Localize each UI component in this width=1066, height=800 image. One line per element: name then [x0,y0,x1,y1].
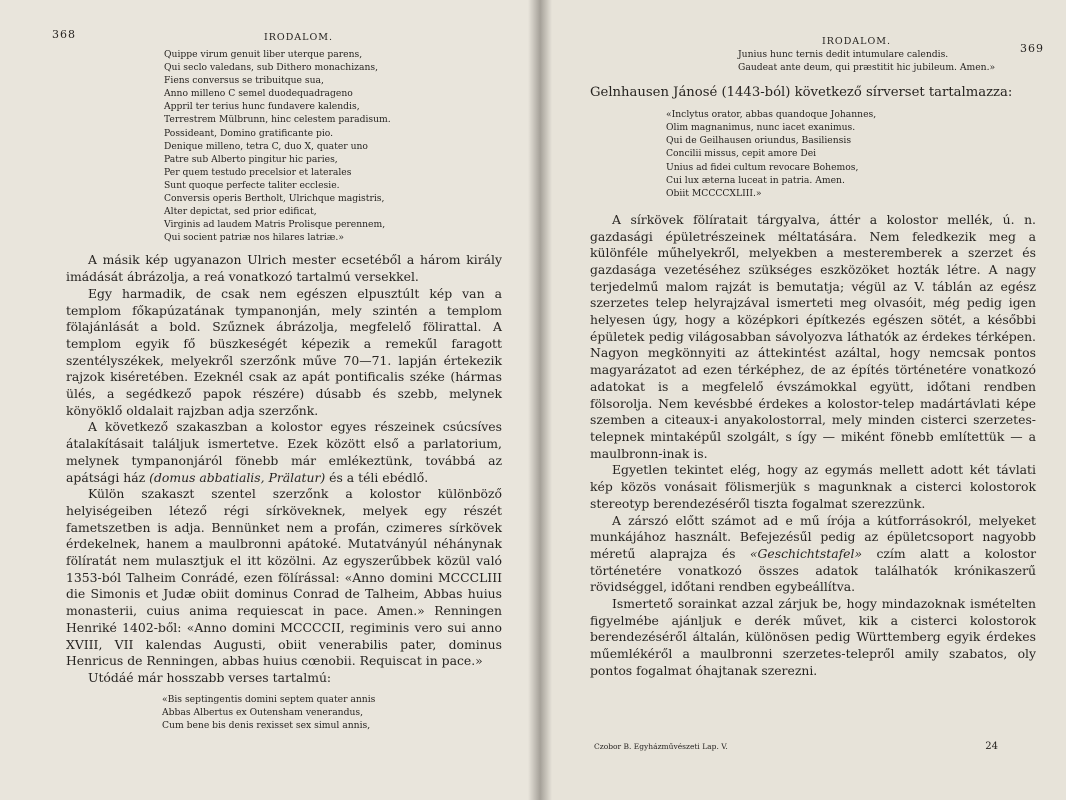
right-paragraph-3 [590,513,1036,597]
footer-signature: Czobor B. Egyházművészeti Lap. V. [594,742,728,751]
left-verse-block-2 [162,693,502,732]
left-verse-block-1 [164,48,502,244]
right-verse-continuation [738,48,1036,74]
verse-line: Conversis operis Bertholt, Ulrichque magistris, [164,193,385,205]
left-page-number: 368 [52,28,76,41]
left-body-text [66,252,502,686]
left-running-title: IRODALOM. [264,32,334,43]
left-paragraph-1: A másik kép ugyanazon Ulrich mester ecsetéből a három király imádását ábrázolja, a reá vonatkozó tartalmú versekkel. [66,252,502,285]
paragraph-text: és a téli ebédlő. [325,469,429,485]
verse-line: Denique milleno, tetra C, duo X, quater uno [164,140,368,152]
verse-line: Unius ad fidei cultum revocare Bohemos, [666,161,859,173]
left-paragraph-5: Utódáé már hosszabb verses tartalmú: [88,669,332,685]
verse-line: Appril ter terius hunc fundavere kalendis, [164,101,360,113]
verse-line: Gaudeat ante deum, qui præstitit hic jubileum. Amen.» [738,62,996,74]
verse-line: Virginis ad laudem Matris Prolisque perennem, [164,219,386,231]
right-page-number: 369 [1020,42,1044,55]
paragraph-text: A zárszó előtt számot ad e mű írója a kútforrásokról, melyeket munkájához használt. Befejezésűl pedig az épületcsoport nagyobb méretű alaprajza és [590,512,1036,561]
verse-line: Qui socient patriæ nos hilares latriæ.» [164,232,344,244]
right-paragraph-1: A sírkövek fölíratait tárgyalva, áttér a kolostor mellék, ú. n. gazdasági épületrészeinek méltatására. Nem feledkezik meg a különféle műhelyekről, melyekben a mesteremberek a szerzet és gazdasága vezetéséhez szükséges eszközöket hozták létre. A nagy terjedelmű malom rajzát is bemutatja; végül az V. táblán az egész szerzetes telep helyrajzával ismerteti meg olvasóit, még pedig igen helyesen úgy, hogy a középkori építkezés egészen sötét, a későbbi épületek pedig világosabban sávolyozva láthatók az érdekes térképen. Nagyon megkönnyiti az áttekintést azáltal, hogy nemcsak pontos magyarázatot ad ezen térképhez, de az építés történetére vonatkozó adatokat is a megfelelő évszámokkal együtt, időtani rendben fölsorolja. Nem kevésbbé érdekes a kolostor-telep madártávlati képe szemben a citeaux-i anyakolostorral, mely minden cisterci szerzetes-telepnek mintaképűl szolgált, s így — miként fönebb említettük — a maulbronn-inak is. [590,211,1036,461]
footer-leaf-number: 24 [985,741,998,752]
verse-line: Abbas Albertus ex Outensham venerandus, [162,706,364,718]
verse-line: «Bis septingentis domini septem quater annis [162,693,376,705]
verse-line: Cui lux æterna luceat in patria. Amen. [666,174,845,186]
verse-line: Sunt quoque perfecte taliter ecclesie. [164,179,340,191]
verse-line: «Inclytus orator, abbas quandoque Johannes, [666,109,877,121]
italic-phrase: (domus abbatialis, Prälatur) [149,469,326,485]
right-intro-line: Gelnhausen Jánosé (1443-ból) következő sírverset tartalmazza: [590,85,1013,101]
verse-line: Per quem testudo precelsior et laterales [164,166,352,178]
verse-line: Anno milleno C semel duodequadrageno [164,88,353,100]
left-paragraph-2: Egy harmadik, de csak nem egészen elpusztúlt kép van a templom főkapúzatának tympanonján, mely szintén a templom fölajánlását a bold. Szűznek ábrázolja, megfelelő fölirattal. A templom egyik fő büszkeségét képezik a remekűl faragott szentélyszékek, melyekről szerzőnk műve 70—71. lapján értekezik rajzok kiséretében. Ezeknél csak az apát pontificalis széke (hármas ülés, a segédkező papok részére) dúsabb és szebb, melynek könyöklő oldalait rajzban adja szerzőnk. [66,285,502,418]
verse-line: Quippe virum genuit liber uterque parens, [164,49,363,60]
verse-line: Alter depictat, sed prior edificat, [164,206,317,218]
verse-line: Terrestrem Mülbrunn, hinc celestem paradisum. [164,114,391,126]
verse-line: Possideant, Domino gratificante pio. [164,127,334,139]
left-paragraph-4: Külön szakaszt szentel szerzőnk a kolostor különböző helyiségeiben létező régi sírköveknek, melyek egy részét fametszetben is adja. Bennünket nem a profán, czimeres sírkövek érdekelnek, hanem a maulbronni apátoké. Mutatványúl néhánynak fölíratát nem mulasztjuk el itt közölni. Az egyszerűbbek közül való 1353-ból Talheim Conrádé, ezen fölírással: «Anno domini MCCCLIII die Simonis et Judæ obiit dominus Conrad de Talheim, Abbas huius monasterii, cuius anima requiescat in pace. Amen.» Renningen Henriké 1402-ből: «Anno domini MCCCCII, regiminis vero sui anno XVIII, VII kalendas Augusti, obiit venerabilis pater, dominus Henricus de Renningen, abbas huius cœnobii. Requiscat in pace.» [66,486,502,669]
verse-line: Concilii missus, cepit amore Dei [666,148,817,160]
italic-phrase: «Geschichtstafel» [749,545,863,561]
left-paragraph-3 [66,419,502,486]
right-paragraph-4: Ismertető sorainkat azzal zárjuk be, hogy mindazoknak ismételten figyelmébe ajánljuk e derék művet, kik a cisterci kolostorok berendezéséről általán, különösen pedig Württemberg egyik érdekes műemlékéről a maulbronni szerzetes-telepről amily szabatos, oly pontos fogalmat óhajtanak szerezni. [590,596,1036,678]
verse-line: Qui de Geilhausen oriundus, Basiliensis [666,135,852,147]
verse-line: Patre sub Alberto pingitur hic paries, [164,153,338,165]
verse-line: Olim magnanimus, nunc iacet exanimus. [666,122,856,134]
right-page [540,0,1066,800]
right-verse-block [666,108,1036,200]
right-body-text [590,212,1036,680]
verse-line: Obiit MCCCCXLIII.» [666,187,762,199]
verse-line: Junius hunc ternis dedit intumulare calendis. [738,49,949,60]
left-running-head [52,26,502,46]
paragraph-text: czím alatt a kolostor történetére vonatkozó összes adatok találhatók krónikaszerű rövidséggel, időtani rendben egybeállítva. [590,545,1036,595]
verse-line: Qui seclo valedans, sub Dithero monachizans, [164,62,379,74]
verse-line: Fiens conversus se tribuitque sua, [164,75,324,87]
paragraph-text: A következő szakaszban a kolostor egyes részeinek csúcsíves átalakításait találjuk ismertetve. Ezek között első a parlatorium, melynek tympanonjáról fönebb már emlékeztünk, továbbá az apátsági ház [66,419,502,485]
right-paragraph-2: Egyetlen tekintet elég, hogy az egymás mellett adott két távlati kép közös vonásait fölismerjük s magunknak a cisterci kolostorok stereotyp berendezéséről tiszta fogalmat szerezzünk. [590,462,1036,511]
verse-line: Cum bene bis denis rexisset sex simul annis, [162,719,371,731]
right-running-title: IRODALOM. [822,36,892,47]
